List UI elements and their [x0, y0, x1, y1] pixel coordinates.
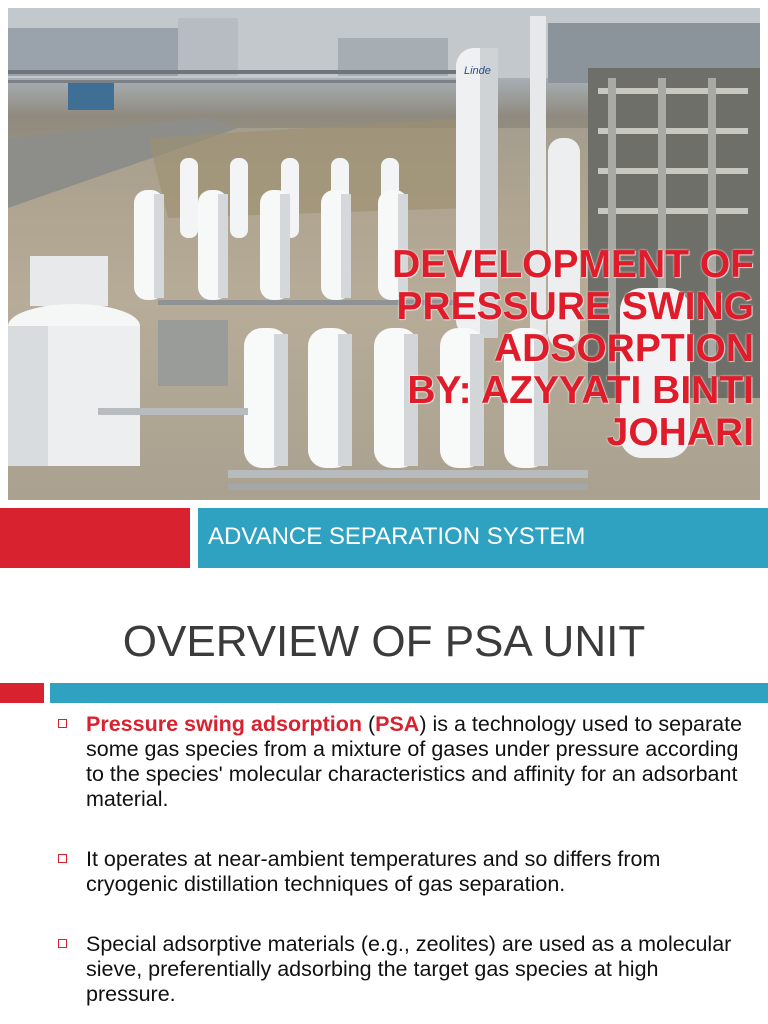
- title-line: PRESSURE SWING: [396, 285, 754, 328]
- bullet-text: It operates at near-ambient temperatures and so differs from cryogenic distillation techniques of gas separation.: [86, 847, 661, 896]
- bullet-item: [58, 712, 748, 812]
- accent-band-red: [0, 508, 190, 568]
- title-line: DEVELOPMENT OF: [392, 243, 754, 286]
- presentation-subtitle: ADVANCE SEPARATION SYSTEM: [208, 523, 586, 550]
- bullet-text: Special adsorptive materials (e.g., zeolites) are used as a molecular sieve, preferentially adsorbing the target gas species at high pressure.: [86, 932, 732, 1006]
- overview-slide: [0, 568, 768, 1024]
- bullet-paren: ): [419, 712, 427, 736]
- bullet-item: [58, 932, 748, 1007]
- bullet-paren: (: [361, 712, 376, 736]
- square-bullet-icon: [58, 939, 67, 948]
- presentation-title: [334, 244, 754, 454]
- bullet-list: [58, 712, 748, 1007]
- accent-bar-teal: [50, 683, 768, 703]
- square-bullet-icon: [58, 719, 67, 728]
- tank-logo-text: Linde: [464, 65, 491, 77]
- title-line: BY: AZYYATI BINTI: [407, 369, 754, 412]
- accent-bar-red: [0, 683, 44, 703]
- square-bullet-icon: [58, 854, 67, 863]
- bullet-highlight: Pressure swing adsorption: [86, 712, 362, 736]
- bullet-abbr: PSA: [375, 712, 420, 736]
- bullet-text: is a technology used to separate some gas species from a mixture of gases under pressure according to the species' molecular characteristics and affinity for an adsorbant material.: [86, 712, 743, 811]
- slide-title: OVERVIEW OF PSA UNIT: [122, 617, 646, 666]
- title-line: ADSORPTION: [493, 327, 754, 370]
- bullet-item: [58, 847, 748, 897]
- title-line: JOHARI: [606, 411, 754, 454]
